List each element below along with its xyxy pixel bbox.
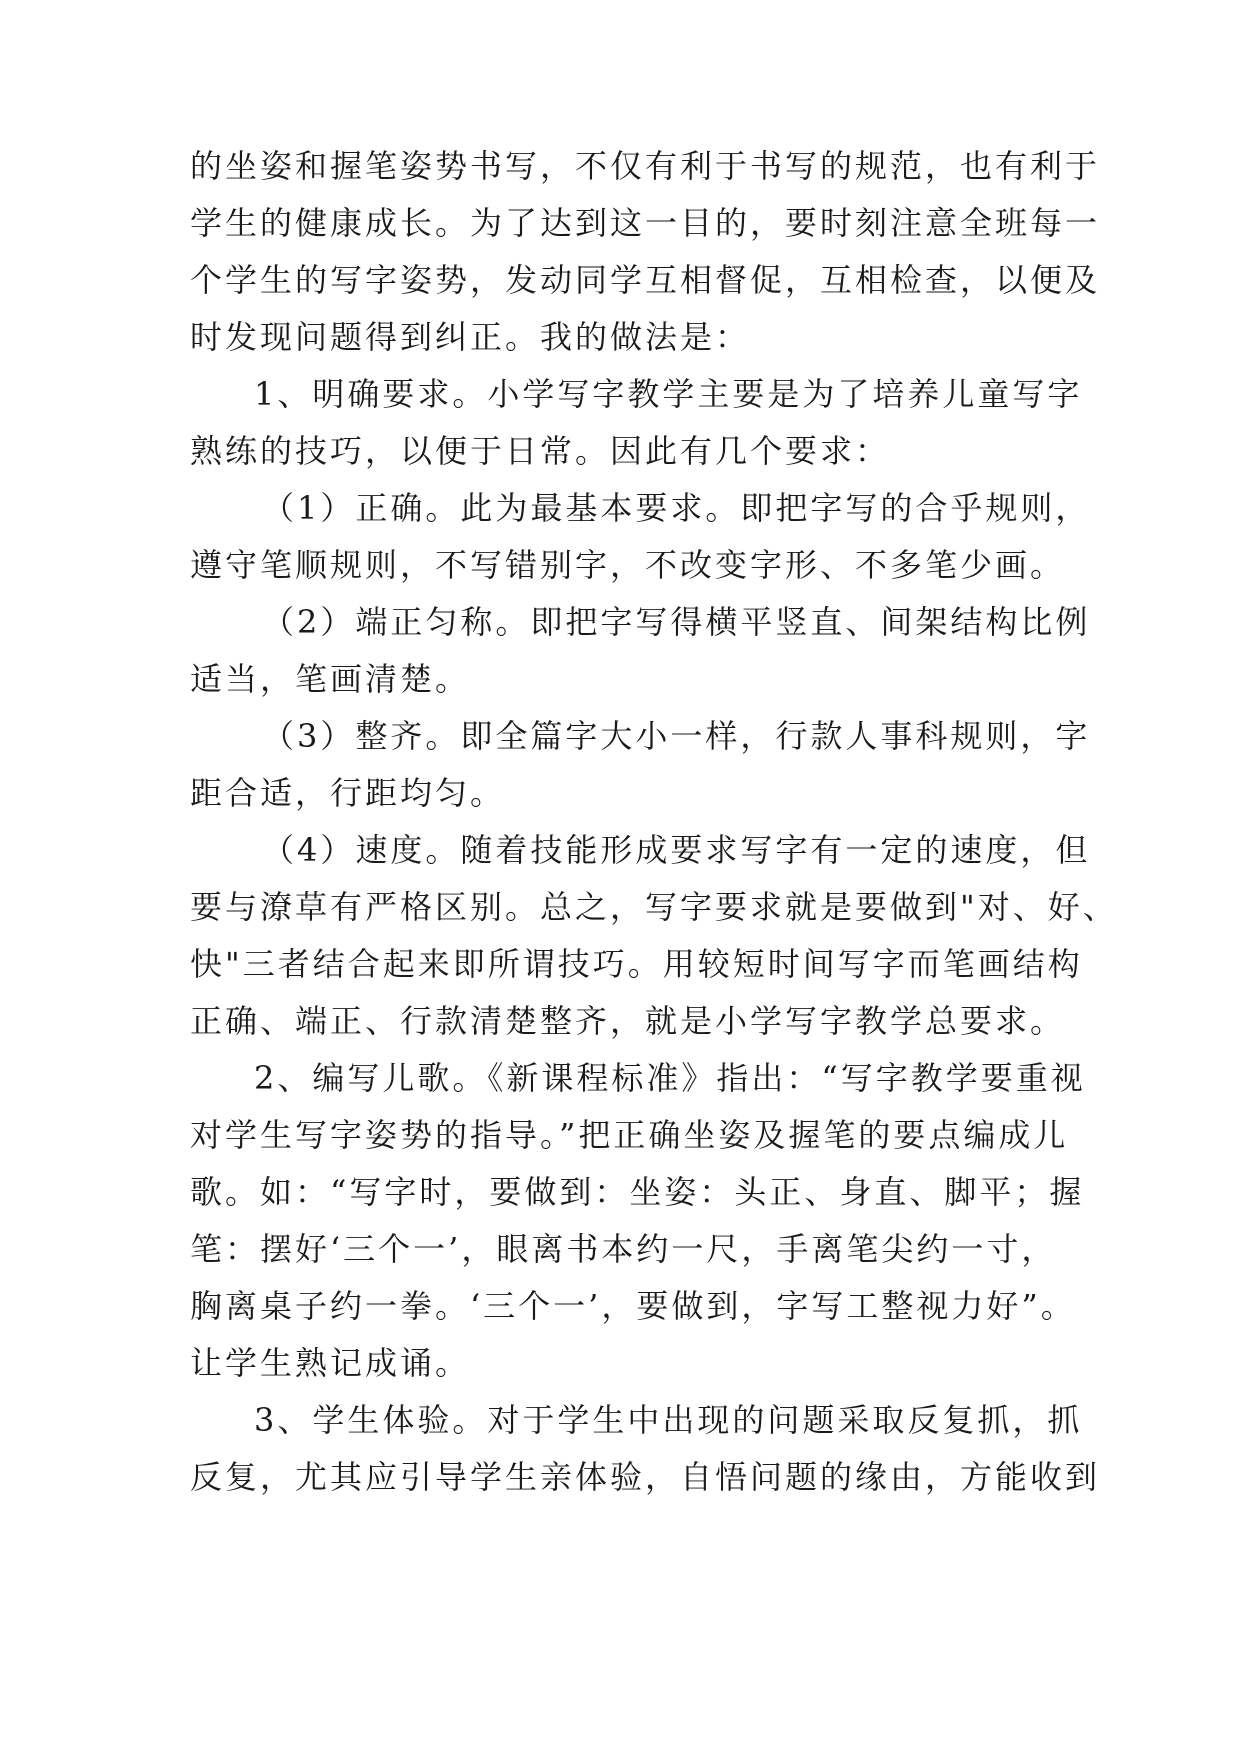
text-line: 适当，笔画清楚。 bbox=[190, 660, 471, 698]
text-line: 让学生熟记成诵。 bbox=[190, 1344, 471, 1382]
text-line: 2、编写儿歌。《新课程标准》指出：“写字教学要重视 bbox=[254, 1059, 1086, 1097]
text-line: 3、学生体验。对于学生中出现的问题采取反复抓，抓 bbox=[254, 1401, 1083, 1439]
text-line: 对学生写字姿势的指导。”把正确坐姿及握笔的要点编成儿 bbox=[190, 1116, 1069, 1154]
text-line: 熟练的技巧，以便于日常。因此有几个要求： bbox=[190, 432, 891, 470]
text-line: 胸离桌子约一拳。‘三个一’，要做到，字写工整视力好”。 bbox=[190, 1287, 1076, 1325]
text-line: 快"三者结合起来即所谓技巧。用较短时间写字而笔画结构 bbox=[190, 945, 1083, 983]
text-line: 要与潦草有严格区别。总之，写字要求就是要做到"对、好、 bbox=[190, 888, 1118, 926]
text-line: 笔：摆好‘三个一’，眼离书本约一尺，手离笔尖约一寸， bbox=[190, 1230, 1057, 1268]
text-line: 1、明确要求。小学写字教学主要是为了培养儿童写字 bbox=[254, 375, 1083, 413]
text-line: （4）速度。随着技能形成要求写字有一定的速度，但 bbox=[262, 831, 1091, 869]
text-line: 的坐姿和握笔姿势书写，不仅有利于书写的规范，也有利于 bbox=[190, 147, 1101, 185]
text-line: 个学生的写字姿势，发动同学互相督促，互相检查，以便及 bbox=[190, 261, 1101, 299]
text-line: 距合适，行距均匀。 bbox=[190, 774, 506, 812]
text-line: （3）整齐。即全篇字大小一样，行款人事科规则，字 bbox=[262, 717, 1091, 755]
text-line: 歌。如：“写字时，要做到：坐姿：头正、身直、脚平；握 bbox=[190, 1173, 1085, 1211]
text-line: （2）端正匀称。即把字写得横平竖直、间架结构比例 bbox=[262, 603, 1091, 641]
text-line: 正确、端正、行款清楚整齐，就是小学写字教学总要求。 bbox=[190, 1002, 1066, 1040]
text-line: 学生的健康成长。为了达到这一目的，要时刻注意全班每一 bbox=[190, 204, 1101, 242]
text-line: 反复，尤其应引导学生亲体验，自悟问题的缘由，方能收到 bbox=[190, 1458, 1101, 1496]
text-line: 遵守笔顺规则，不写错别字，不改变字形、不多笔少画。 bbox=[190, 546, 1066, 584]
text-line: 时发现问题得到纠正。我的做法是： bbox=[190, 318, 751, 356]
text-line: （1）正确。此为最基本要求。即把字写的合乎规则， bbox=[262, 489, 1091, 527]
